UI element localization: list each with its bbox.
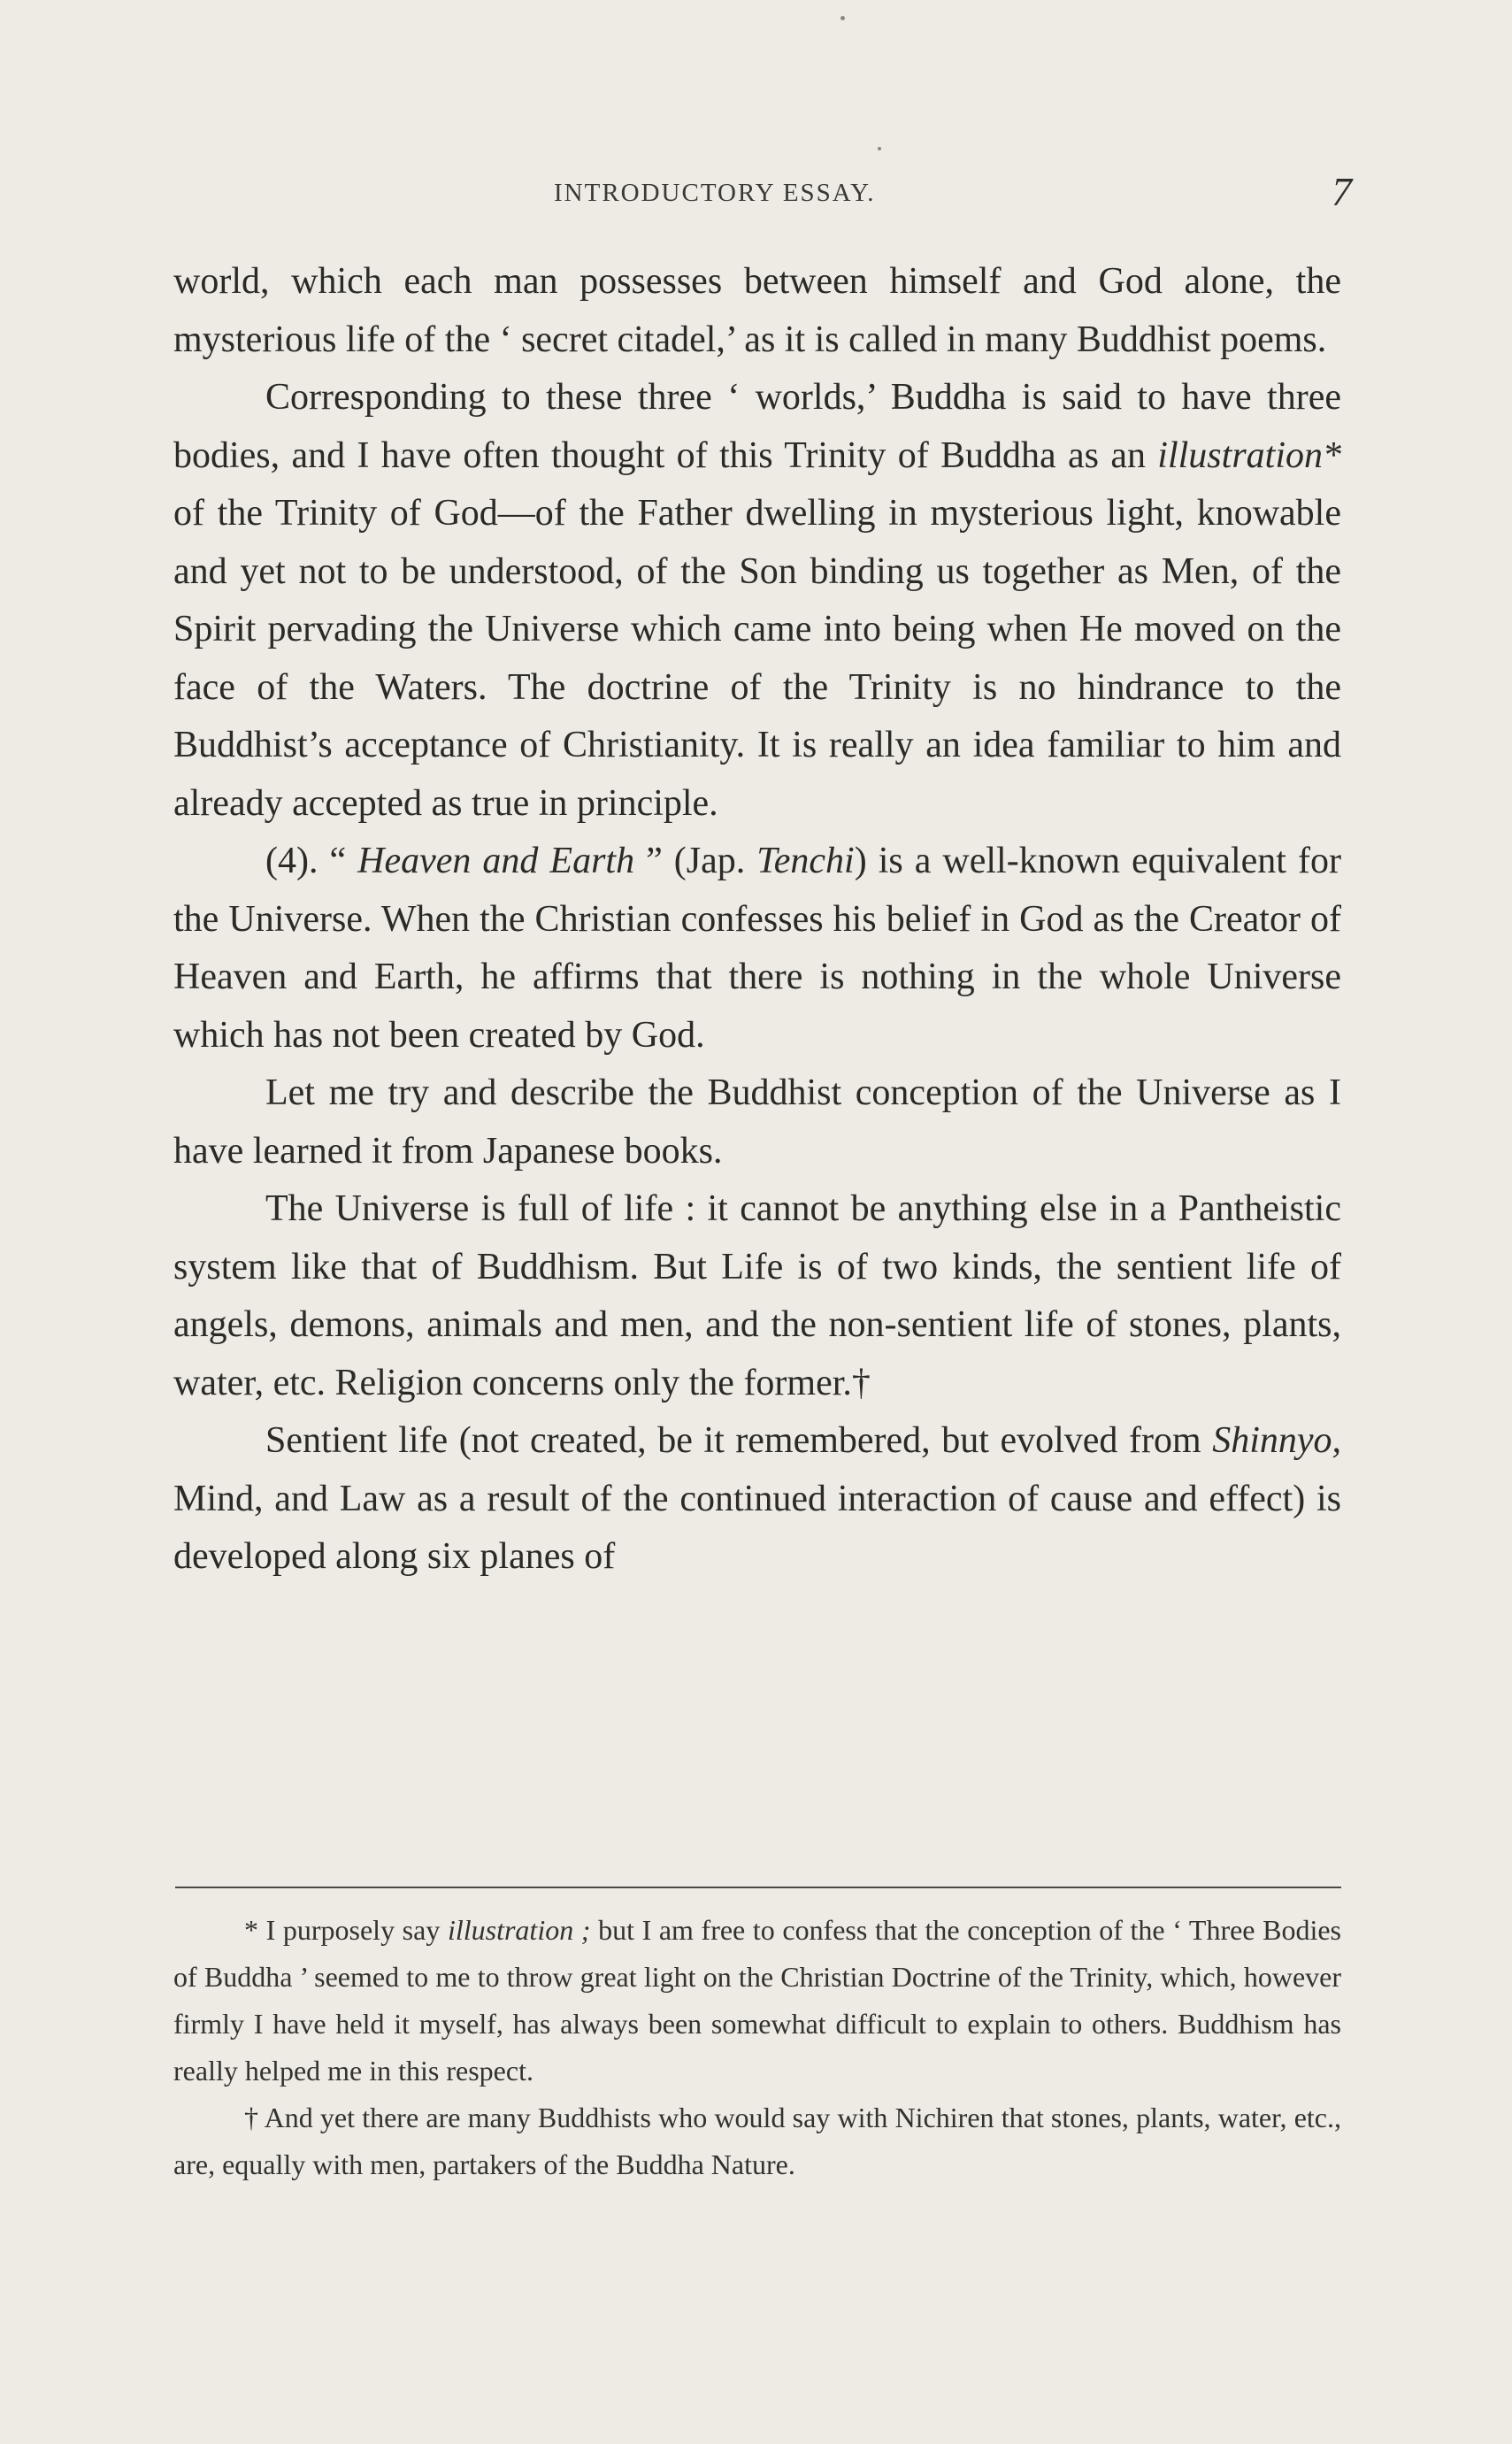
paragraph-2: [173, 369, 1341, 833]
paragraph-1-text: world, which each man possesses between himself and God alone, the mysterious life of the ‘ secret citadel,’ as it is called in many Buddhist poems.: [173, 261, 1341, 360]
footnote-2-text: † And yet there are many Buddhists who would say with Nichiren that stones, plants, water, etc., are, equally with men, partakers of the Buddha Nature.: [173, 2102, 1341, 2180]
paragraph-6-italic: Shinnyo,: [1212, 1420, 1341, 1461]
paragraph-5: [173, 1180, 1341, 1412]
paragraph-2-italic: illustration*: [1157, 434, 1341, 476]
paper-speck: [878, 147, 881, 150]
paragraph-2-text-a: Corresponding to these three ‘ worlds,’ Buddha is said to have three bodies, and I have often thought of this Trinity of Buddha as an: [173, 377, 1341, 476]
footnote-1-text-a: * I purposely say: [244, 1914, 448, 1946]
footnotes: [173, 1907, 1341, 2188]
paragraph-3-text-b: ” (Jap.: [634, 841, 757, 881]
body-text: [173, 253, 1341, 1587]
footnote-1-text-b: but I am free to confess that the conception of the ‘ Three Bodies of Buddha ’ seemed to me to throw great light on the Christian Doctrine of the Trinity, which, however firmly I have held it myself, has always been somewhat difficult to explain to others. Buddhism has really helped me in this respect.: [173, 1914, 1342, 2087]
page-number: 7: [1332, 169, 1352, 214]
paragraph-6-text-b: Mind, and Law as a result of the continued interaction of cause and effect) is developed along six planes of: [173, 1478, 1341, 1577]
paragraph-6-text-a: Sentient life (not created, be it remembered, but evolved from: [265, 1420, 1213, 1461]
paragraph-4-text: Let me try and describe the Buddhist conception of the Universe as I have learned it from Japanese books.: [173, 1072, 1341, 1172]
paragraph-3-italic-1: Heaven and Earth: [357, 841, 635, 881]
paragraph-3-italic-2: Tenchi: [756, 841, 855, 881]
paragraph-3: [173, 833, 1341, 1064]
running-title: INTRODUCTORY ESSAY.: [554, 179, 876, 207]
paragraph-1: [173, 253, 1341, 369]
paper-speck: [840, 16, 845, 20]
paragraph-5-text: The Universe is full of life : it cannot be anything else in a Pantheistic system like that of Buddhism. But Life is of two kinds, the sentient life of angels, demons, animals and men, and the non-sentient life of stones, plants, water, etc. Religion concerns only the former.†: [173, 1188, 1341, 1403]
paragraph-6: [173, 1412, 1341, 1587]
paragraph-3-text-c: ) is a well-known equivalent for the Universe. When the Christian confesses his belief in God as the Creator of Heaven and Earth, he affirms that there is nothing in the whole Universe which has not been created by God.: [173, 841, 1341, 1056]
paragraph-3-text-a: (4). “: [265, 841, 358, 881]
footnote-2: [173, 2094, 1341, 2188]
paragraph-4: [173, 1064, 1341, 1180]
running-head: [173, 169, 1352, 218]
footnote-1-italic: illustration ;: [447, 1914, 591, 1946]
footnote-1: [173, 1907, 1341, 2094]
footnote-divider: [175, 1887, 1341, 1888]
paragraph-2-text-b: of the Trinity of God—of the Father dwelling in mysterious light, knowable and yet not to be understood, of the Son binding us together as Men, of the Spirit pervading the Universe which came into being when He moved on the face of the Waters. The doctrine of the Trinity is no hindrance to the Buddhist’s acceptance of Christianity. It is really an idea familiar to him and already accepted as true in principle.: [173, 493, 1341, 824]
